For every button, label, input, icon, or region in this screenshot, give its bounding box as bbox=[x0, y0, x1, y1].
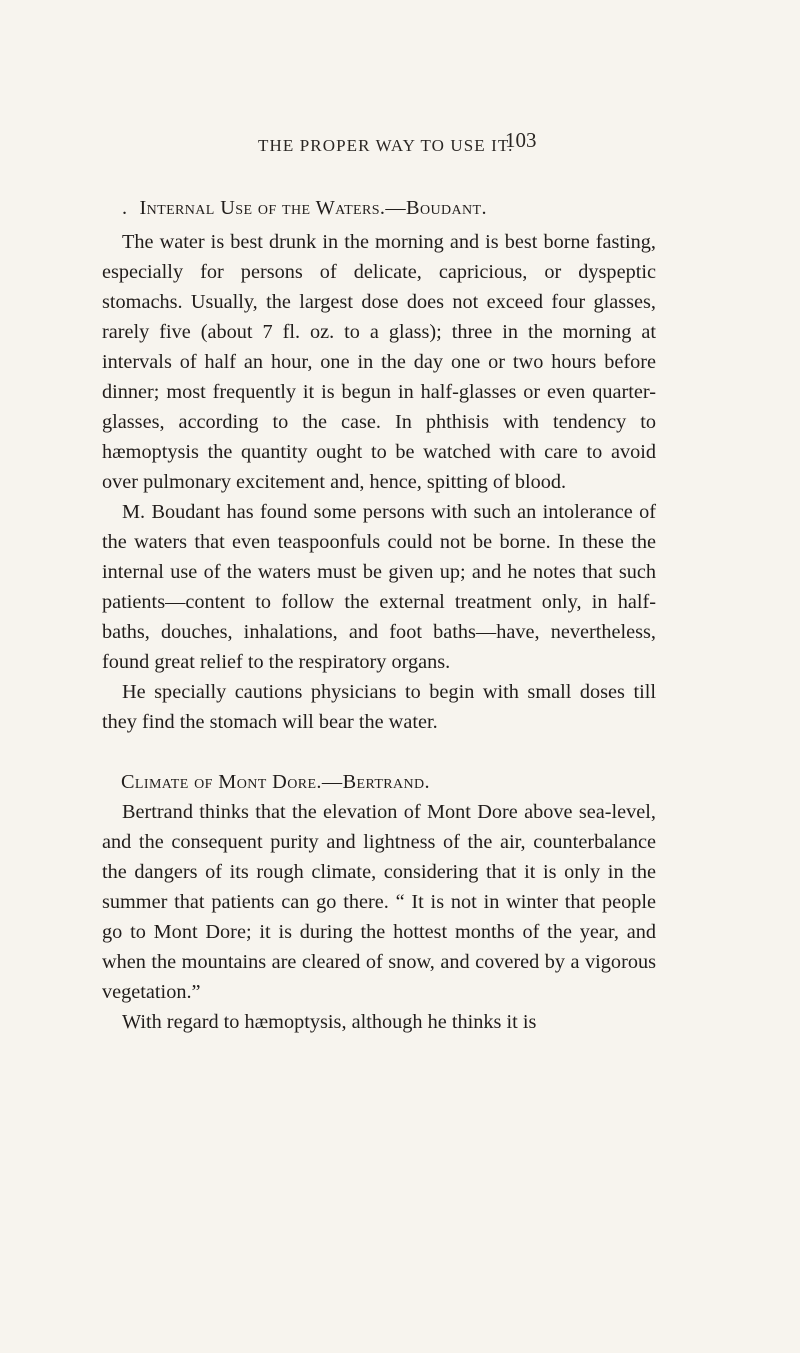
heading-text-internal-use: Internal Use of the Waters.—Boudant. bbox=[139, 197, 487, 219]
running-head: THE PROPER WAY TO USE IT. bbox=[258, 136, 514, 155]
paragraph-internal-use-3: He specially cautions physicians to begin with small doses till they find the stomach will bear the water. bbox=[102, 681, 656, 733]
paragraph-internal-use-1: The water is best drunk in the morning and is best borne fasting, especially for persons of delicate, capricious, or dyspeptic stomachs. Usually, the largest dose does not exceed four glasses, rarely five (about 7 fl. oz. to a glass); three in the morning at intervals of half an hour, one in the day one or two hours before dinner; most frequently it is begun in half-glasses or even quarter-glasses, according to the case. In phthisis with tendency to hæmoptysis the quantity ought to be watched with care to avoid over pulmonary excitement and, hence, spitting of blood. bbox=[102, 231, 656, 493]
paragraph-climate-2: With regard to hæmoptysis, although he thinks it is bbox=[122, 1011, 537, 1033]
section-heading-internal-use bbox=[122, 193, 656, 223]
paragraph-internal-use-2: M. Boudant has found some persons with such an intolerance of the waters that even teaspoonfuls could not be borne. In these the internal use of the waters must be given up; and he notes that such patients—content to follow the external treatment only, in half-baths, douches, inhalations, and foot baths—have, nevertheless, found great relief to the respiratory organs. bbox=[102, 501, 656, 673]
section-heading-climate: Climate of Mont Dore.—Bertrand. bbox=[121, 771, 431, 793]
paragraph-climate-1: Bertrand thinks that the elevation of Mont Dore above sea-level, and the consequent purity and lightness of the air, counterbalance the dangers of its rough climate, considering that it is only in the summer that patients can go there. “ It is not in winter that people go to Mont Dore; it is during the hottest months of the year, and when the mountains are cleared of snow, and covered by a vigorous vegetation.” bbox=[102, 801, 656, 1003]
heading-prefix-mark: . bbox=[122, 197, 128, 219]
page-number: 103 bbox=[505, 128, 537, 152]
page-content bbox=[102, 193, 656, 1037]
